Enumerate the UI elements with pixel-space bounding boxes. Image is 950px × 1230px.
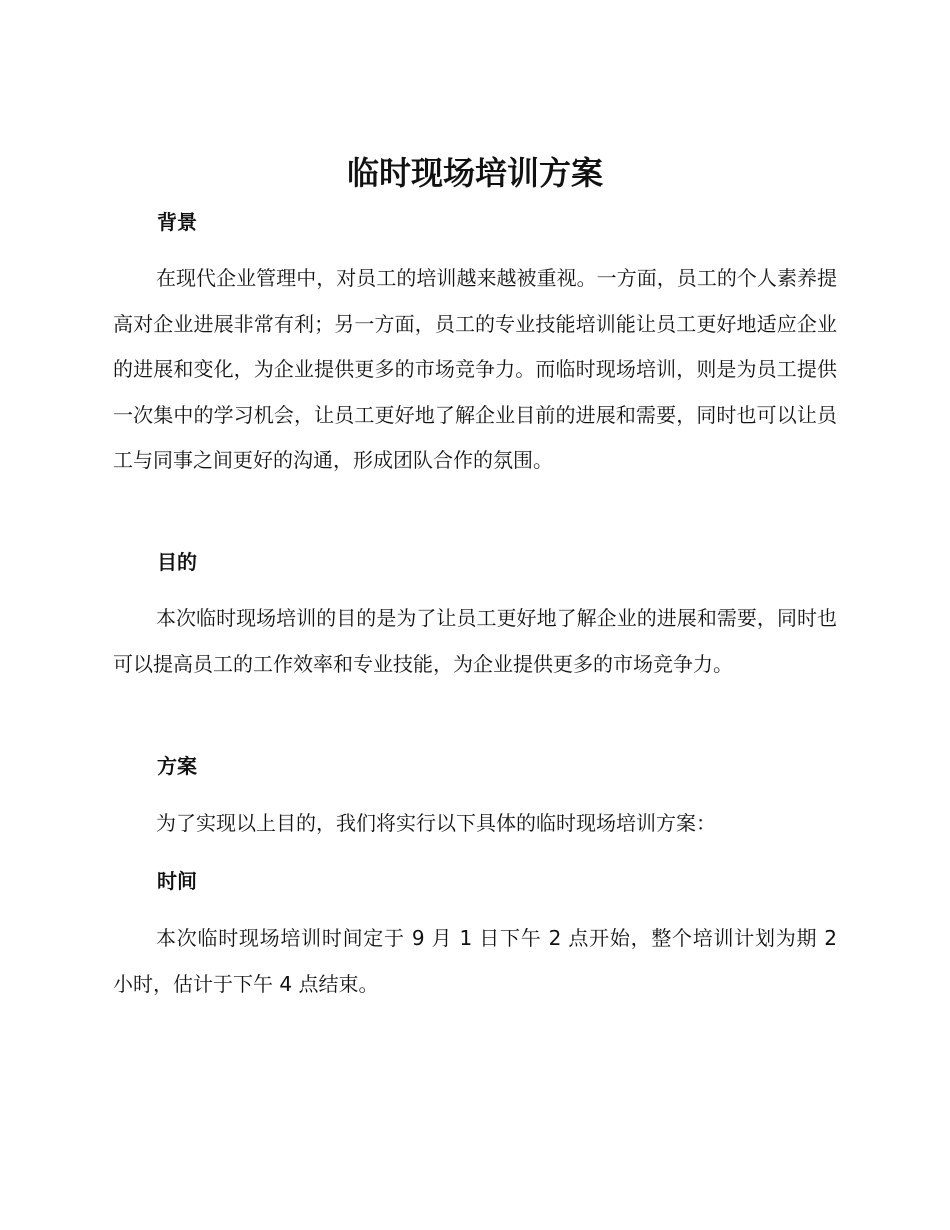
section-heading-purpose: 目的	[157, 550, 197, 574]
section-heading-background: 背景	[157, 210, 197, 234]
section-heading-time: 时间	[157, 869, 197, 893]
section-heading-plan: 方案	[157, 754, 197, 778]
section-paragraph-purpose: 本次临时现场培训的目的是为了让员工更好地了解企业的进展和需要，同时也可以提高员工的工作效率和专业技能，为企业提供更多的市场竞争力。	[113, 606, 837, 676]
document-title: 临时现场培训方案	[346, 154, 603, 192]
section-paragraph-time: 本次临时现场培训时间定于 9 月 1 日下午 2 点开始，整个培训计划为期 2 小时，估计于下午 4 点结束。	[113, 926, 837, 996]
section-paragraph-background: 在现代企业管理中，对员工的培训越来越被重视。一方面，员工的个人素养提高对企业进展非常有利；另一方面，员工的专业技能培训能让员工更好地适应企业的进展和变化，为企业提供更多的市场竞争力。而临时现场培训，则是为员工提供一次集中的学习机会，让员工更好地了解企业目前的进展和需要，同时也可以让员工与同事之间更好的沟通，形成团队合作的氛围。	[113, 266, 837, 473]
section-paragraph-plan: 为了实现以上目的，我们将实行以下具体的临时现场培训方案：	[156, 811, 716, 835]
